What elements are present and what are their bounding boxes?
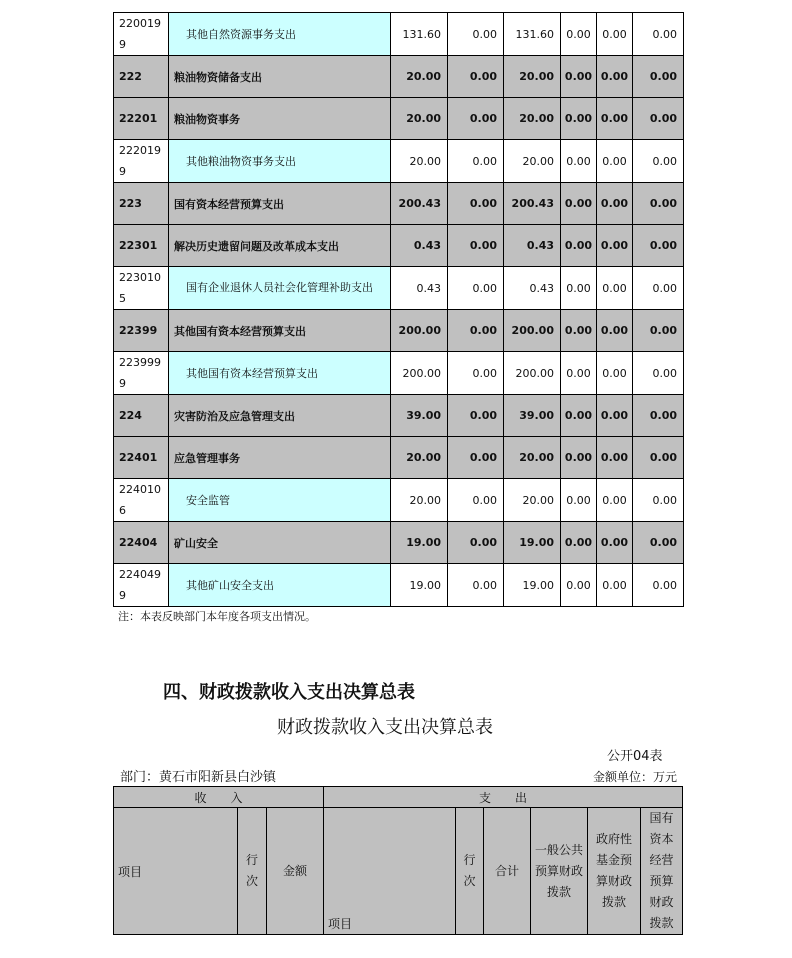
col7-cell: 0.00 [597,395,633,437]
basic-cell: 0.00 [448,56,504,98]
subject-name-cell [169,13,391,56]
section-heading: 四、财政拨款收入支出决算总表 [163,682,415,703]
col8-cell: 0.00 [633,479,684,522]
expense-row-header: 行次 [456,808,484,935]
col6-cell: 0.00 [561,98,597,140]
table-row [114,310,684,352]
total-cell: 200.00 [391,352,448,395]
subject-code-cell: 22301 [114,225,169,267]
total-cell: 19.00 [391,564,448,607]
col7-cell: 0.00 [597,13,633,56]
subject-code-cell: 2230105 [114,267,169,310]
subject-code-cell: 22201 [114,98,169,140]
total-cell: 200.43 [391,183,448,225]
project-cell: 0.43 [504,225,561,267]
col6-cell: 0.00 [561,225,597,267]
project-cell: 20.00 [504,140,561,183]
total-cell: 20.00 [391,479,448,522]
basic-cell: 0.00 [448,98,504,140]
col6-cell: 0.00 [561,352,597,395]
income-item-header: 项目 [114,808,238,935]
subject-name-cell-text: 国有资本经营预算支出 [174,197,284,211]
subject-name-cell [169,352,391,395]
col6-cell: 0.00 [561,310,597,352]
subject-code-cell: 22404 [114,522,169,564]
subject-name-cell-text: 矿山安全 [174,536,218,550]
project-cell: 20.00 [504,479,561,522]
table-row [114,395,684,437]
col6-cell: 0.00 [561,140,597,183]
subject-name-cell-text: 其他自然资源事务支出 [186,28,296,41]
subject-name-cell-text: 其他粮油物资事务支出 [186,155,296,168]
basic-cell: 0.00 [448,267,504,310]
col8-cell: 0.00 [633,56,684,98]
table-row [114,183,684,225]
expenditure-table [113,12,684,607]
subject-name-cell-text: 解决历史遗留问题及改革成本支出 [174,239,339,253]
subject-name-cell [169,522,391,564]
col7-cell: 0.00 [597,310,633,352]
subject-code-cell: 223 [114,183,169,225]
project-cell: 20.00 [504,437,561,479]
subject-name-cell [169,267,391,310]
subject-code-cell: 22401 [114,437,169,479]
table-row [114,225,684,267]
subject-name-cell [169,437,391,479]
table-row [114,479,684,522]
general-budget-header: 一般公共预算财政拨款 [531,808,588,935]
col7-cell: 0.00 [597,352,633,395]
summary-column-header-row [114,808,683,935]
basic-cell: 0.00 [448,352,504,395]
project-cell: 0.43 [504,267,561,310]
total-cell: 200.00 [391,310,448,352]
col7-cell: 0.00 [597,267,633,310]
col7-cell: 0.00 [597,225,633,267]
subject-code-cell: 2240499 [114,564,169,607]
subject-code-cell: 2220199 [114,140,169,183]
subject-name-cell [169,225,391,267]
subject-name-cell [169,56,391,98]
subject-name-cell-text: 其他国有资本经营预算支出 [174,324,306,338]
table-row [114,437,684,479]
total-cell: 20.00 [391,140,448,183]
col6-cell: 0.00 [561,437,597,479]
col6-cell: 0.00 [561,56,597,98]
basic-cell: 0.00 [448,437,504,479]
total-cell: 20.00 [391,98,448,140]
subject-name-cell [169,479,391,522]
table-row [114,56,684,98]
col7-cell: 0.00 [597,140,633,183]
col8-cell: 0.00 [633,225,684,267]
expenditure-table-body [114,13,684,607]
col6-cell: 0.00 [561,183,597,225]
col6-cell: 0.00 [561,395,597,437]
table-code: 公开04表 [607,749,663,764]
subject-code-cell: 2239999 [114,352,169,395]
basic-cell: 0.00 [448,522,504,564]
table-title: 财政拨款收入支出决算总表 [277,717,493,738]
expense-total-header: 合计 [484,808,531,935]
col6-cell: 0.00 [561,564,597,607]
subject-name-cell [169,564,391,607]
col7-cell: 0.00 [597,437,633,479]
table-row [114,564,684,607]
col7-cell: 0.00 [597,98,633,140]
gov-fund-header: 政府性基金预算财政拨款 [588,808,641,935]
total-cell: 0.43 [391,267,448,310]
col7-cell: 0.00 [597,183,633,225]
subject-name-cell [169,310,391,352]
basic-cell: 0.00 [448,479,504,522]
col7-cell: 0.00 [597,564,633,607]
col6-cell: 0.00 [561,267,597,310]
income-row-header: 行次 [238,808,267,935]
basic-cell: 0.00 [448,395,504,437]
project-cell: 20.00 [504,98,561,140]
table-note: 注：本表反映部门本年度各项支出情况。 [118,610,316,623]
basic-cell: 0.00 [448,140,504,183]
basic-cell: 0.00 [448,564,504,607]
subject-name-cell-text: 安全监管 [186,494,230,507]
col8-cell: 0.00 [633,13,684,56]
total-cell: 20.00 [391,56,448,98]
project-cell: 19.00 [504,564,561,607]
project-cell: 200.43 [504,183,561,225]
table-row [114,98,684,140]
col8-cell: 0.00 [633,564,684,607]
col8-cell: 0.00 [633,98,684,140]
col8-cell: 0.00 [633,267,684,310]
total-cell: 39.00 [391,395,448,437]
summary-group-header-row [114,787,683,808]
project-cell: 200.00 [504,352,561,395]
col6-cell: 0.00 [561,479,597,522]
basic-cell: 0.00 [448,13,504,56]
col6-cell: 0.00 [561,522,597,564]
total-cell: 131.60 [391,13,448,56]
subject-code-cell: 222 [114,56,169,98]
subject-name-cell-text: 粮油物资储备支出 [174,70,262,84]
subject-name-cell [169,395,391,437]
state-capital-header: 国有资本经营预算财政拨款 [641,808,683,935]
col7-cell: 0.00 [597,56,633,98]
total-cell: 20.00 [391,437,448,479]
col7-cell: 0.00 [597,522,633,564]
project-cell: 131.60 [504,13,561,56]
col6-cell: 0.00 [561,13,597,56]
subject-code-cell: 22399 [114,310,169,352]
basic-cell: 0.00 [448,225,504,267]
subject-name-cell-text: 其他矿山安全支出 [186,579,274,592]
subject-name-cell-text: 灾害防治及应急管理支出 [174,409,295,423]
income-header: 收 入 [114,787,324,808]
col8-cell: 0.00 [633,310,684,352]
table-row [114,13,684,56]
expense-header: 支 出 [324,787,683,808]
table-row [114,140,684,183]
table-row [114,352,684,395]
project-cell: 19.00 [504,522,561,564]
subject-name-cell-text: 其他国有资本经营预算支出 [186,367,318,380]
col8-cell: 0.00 [633,140,684,183]
unit-label: 金额单位：万元 [593,770,678,784]
project-cell: 200.00 [504,310,561,352]
project-cell: 20.00 [504,56,561,98]
subject-name-cell [169,140,391,183]
summary-table [113,786,683,935]
project-cell: 39.00 [504,395,561,437]
table-row [114,522,684,564]
department-label: 部门：黄石市阳新县白沙镇 [120,770,277,785]
subject-code-cell: 2200199 [114,13,169,56]
expense-item-header: 项目 [324,808,456,935]
subject-name-cell-text: 应急管理事务 [174,451,240,465]
total-cell: 0.43 [391,225,448,267]
col8-cell: 0.00 [633,437,684,479]
subject-code-cell: 2240106 [114,479,169,522]
subject-code-cell: 224 [114,395,169,437]
col8-cell: 0.00 [633,522,684,564]
total-cell: 19.00 [391,522,448,564]
basic-cell: 0.00 [448,310,504,352]
table-row [114,267,684,310]
subject-name-cell [169,183,391,225]
col8-cell: 0.00 [633,395,684,437]
subject-name-cell-text: 粮油物资事务 [174,112,240,126]
col7-cell: 0.00 [597,479,633,522]
income-amount-header: 金额 [267,808,324,935]
col8-cell: 0.00 [633,352,684,395]
subject-name-cell-text: 国有企业退休人员社会化管理补助支出 [186,281,373,294]
col8-cell: 0.00 [633,183,684,225]
basic-cell: 0.00 [448,183,504,225]
subject-name-cell [169,98,391,140]
